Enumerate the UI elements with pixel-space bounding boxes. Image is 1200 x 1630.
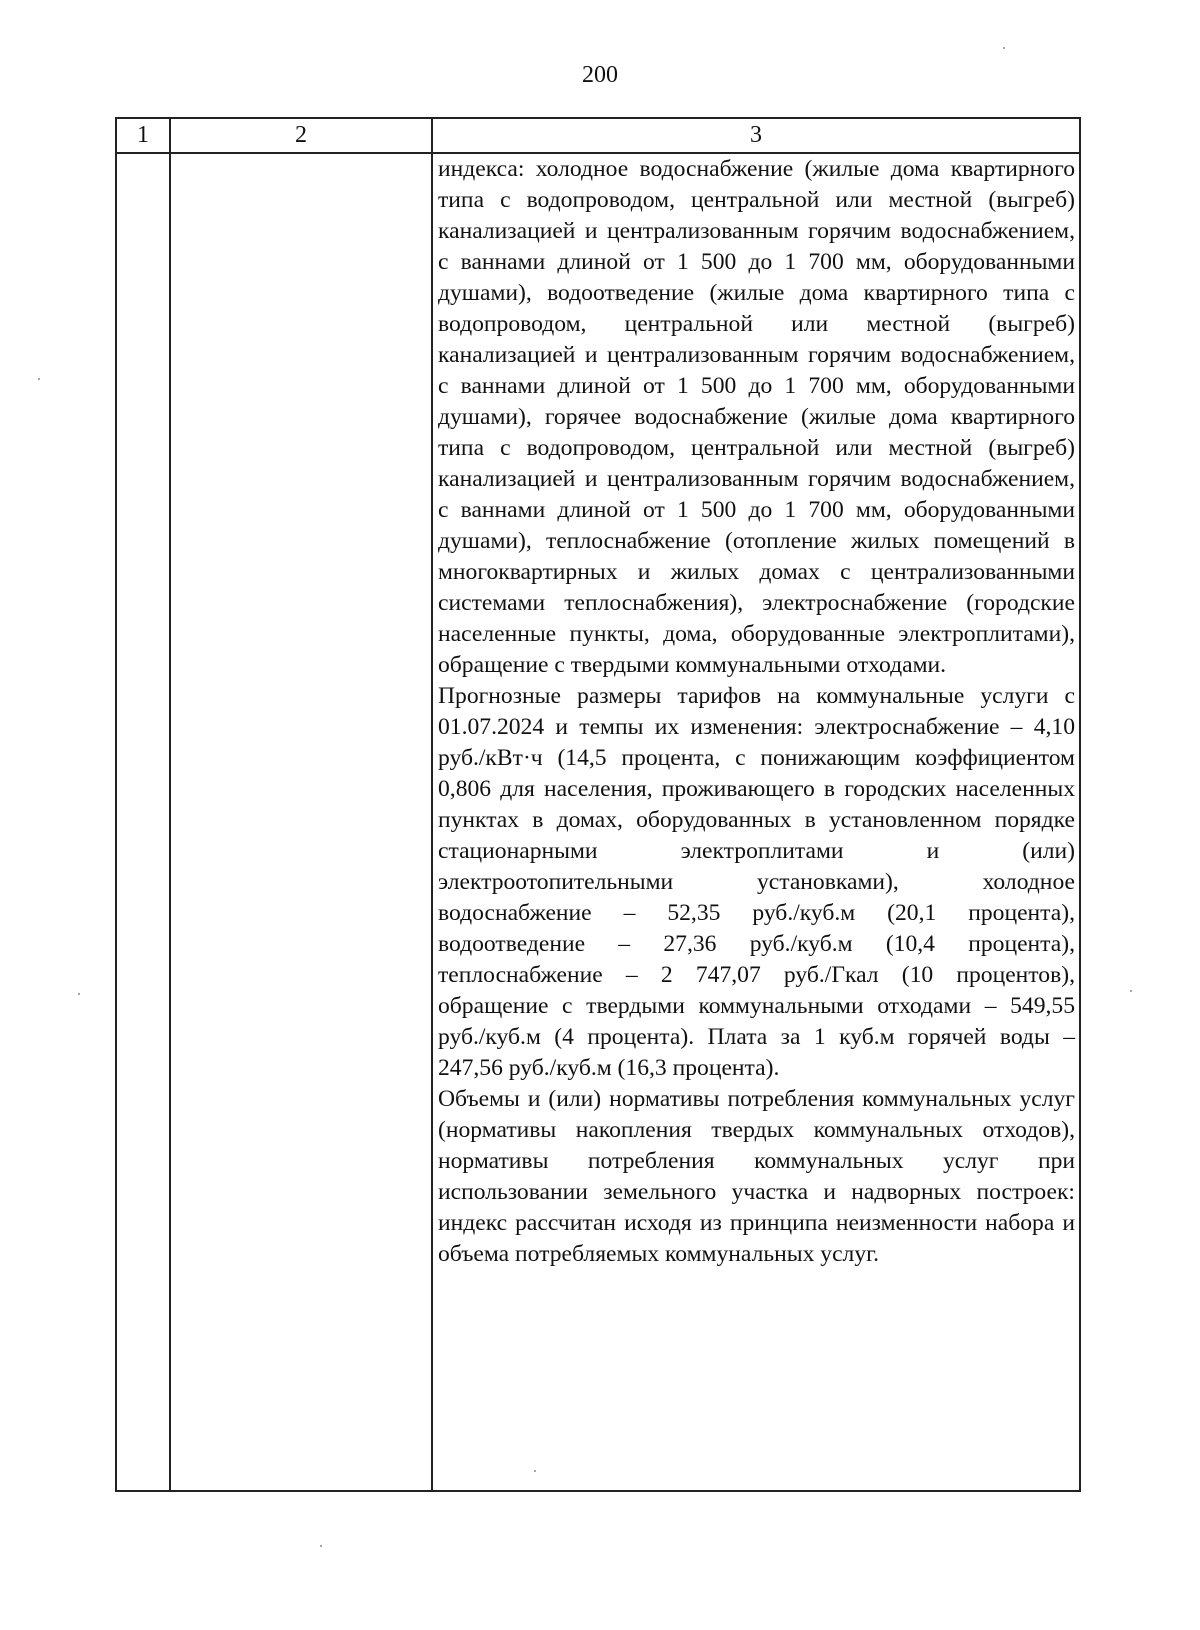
table-header-row xyxy=(117,119,1079,154)
column-divider-2 xyxy=(431,119,433,1490)
scan-speck xyxy=(1003,47,1005,49)
scan-speck xyxy=(38,378,40,380)
document-table xyxy=(115,117,1081,1492)
header-cell-2: 2 xyxy=(295,122,307,148)
scan-speck xyxy=(1130,990,1132,992)
header-cell-3: 3 xyxy=(750,122,762,148)
table-cell-col3 xyxy=(438,154,1075,1270)
page-number: 200 xyxy=(582,62,618,88)
paragraph-tariff-forecast: Прогнозные размеры тарифов на коммунальные услуги с 01.07.2024 и темпы их изменения: электроснабжение – 4,10 руб./кВт·ч (14,5 процента, с понижающим коэффициентом 0,806 для населения, проживающего в городских населенных пунктах в домах, оборудованных в установленном порядке стационарными электроплитами и (или) электроотопительными установками), холодное водоснабжение – 52,35 руб./куб.м (20,1 процента), водоотведение – 27,36 руб./куб.м (10,4 процента), теплоснабжение – 2 747,07 руб./Гкал (10 процентов), обращение с твердыми коммунальными отходами – 549,55 руб./куб.м (4 процента). Плата за 1 куб.м горячей воды – 247,56 руб./куб.м (16,3 процента). xyxy=(438,683,1075,1081)
scan-speck xyxy=(78,993,80,995)
column-divider-1 xyxy=(169,119,171,1490)
paragraph-consumption-norms: Объемы и (или) нормативы потребления коммунальных услуг (нормативы накопления твердых коммунальных отходов), нормативы потребления коммунальных услуг при использовании земельного участка и надворных построек: индекс рассчитан исходя из принципа неизменности набора и объема потребляемых коммунальных услуг. xyxy=(438,1086,1075,1267)
scan-speck xyxy=(320,1545,322,1547)
header-cell-1: 1 xyxy=(137,122,149,148)
scan-speck xyxy=(534,1470,536,1472)
paragraph-utility-index: индекса: холодное водоснабжение (жилые дома квартирного типа с водопроводом, центральной или местной (выгреб) канализацией и централизованным горячим водоснабжением, с ваннами длиной от 1 500 до 1 700 мм, оборудованными душами), водоотведение (жилые дома квартирного типа с водопроводом, центральной или местной (выгреб) канализацией и централизованным горячим водоснабжением, с ваннами длиной от 1 500 до 1 700 мм, оборудованными душами), горячее водоснабжение (жилые дома квартирного типа с водопроводом, центральной или местной (выгреб) канализацией и централизованным горячим водоснабжением, с ваннами длиной от 1 500 до 1 700 мм, оборудованными душами), теплоснабжение (отопление жилых помещений в многоквартирных и жилых домах с централизованными системами теплоснабжения), электроснабжение (городские населенные пункты, дома, оборудованные электроплитами), обращение с твердыми коммунальными отходами. xyxy=(438,156,1075,678)
